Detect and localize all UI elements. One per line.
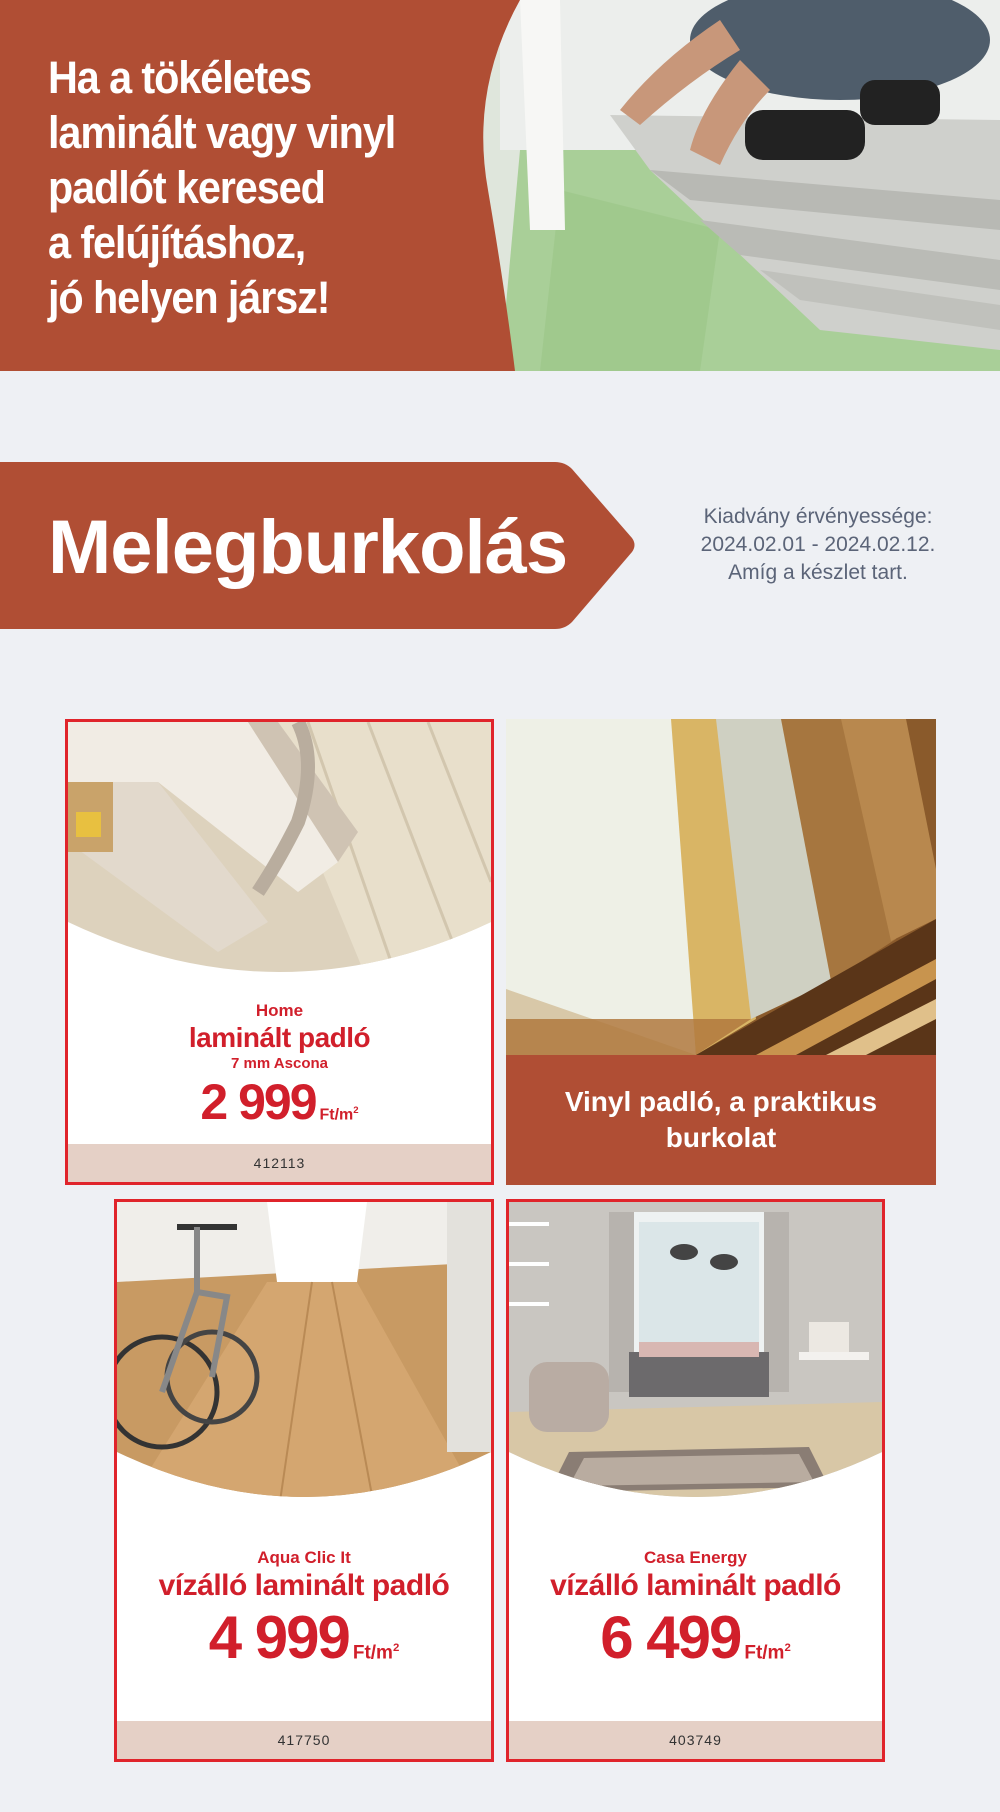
validity-dates: 2024.02.01 - 2024.02.12. [700,533,936,556]
product-brand: Home [255,1001,304,1020]
hero-banner [0,0,1000,371]
validity-note: Amíg a készlet tart. [728,561,908,584]
product-code: 403749 [509,1721,882,1759]
product-name: vízálló laminált padló [550,1569,841,1602]
price-row [509,1603,882,1673]
product-code: 412113 [68,1144,491,1182]
vinyl-samples-photo [506,719,936,1055]
product-name: vízálló laminált padló [158,1569,450,1602]
hero-headline-line: padlót keresed [48,162,325,213]
price-unit: $Ft/m^2$ [319,1104,359,1123]
vinyl-promo-text: Vinyl padló, a praktikus burkolat [506,1055,936,1185]
hero-headline-line: Ha a tökéletes [48,52,311,103]
product-info [509,1547,882,1673]
validity-info [668,503,968,587]
validity-label: Kiadvány érvényessége: [703,505,933,528]
hero-headline [48,50,453,325]
product-card-home[interactable] [65,719,494,1185]
price-row [68,1074,491,1130]
product-photo-laminate [68,722,491,982]
product-price: 6 499 [600,1604,741,1671]
product-photo-hallway-bicycle [117,1202,491,1522]
product-code: 417750 [117,1721,491,1759]
product-price: 2 999 [200,1074,316,1130]
price-row [117,1603,491,1673]
product-brand: Casa Energy [644,1548,747,1567]
hero-headline-line: jó helyen jársz! [48,272,330,323]
product-brand: Aqua Clic It [257,1548,351,1567]
product-card-casa-energy[interactable] [506,1199,885,1762]
product-card-aqua-clic-it[interactable] [114,1199,494,1762]
product-price: 4 999 [208,1604,349,1671]
product-info [68,1000,491,1130]
hero-headline-line: a felújításhoz, [48,217,306,268]
product-subtitle: 7 mm Ascona [231,1055,328,1072]
product-photo-kids-room [509,1202,882,1522]
price-unit: $Ft/m^2$ [352,1641,400,1663]
hero-headline-line: laminált vagy vinyl [48,107,396,158]
product-name: laminált padló [188,1022,371,1053]
price-unit: $Ft/m^2$ [744,1641,791,1663]
product-info [117,1547,491,1673]
vinyl-promo-card[interactable] [506,719,936,1185]
section-title: Melegburkolás [48,505,568,590]
